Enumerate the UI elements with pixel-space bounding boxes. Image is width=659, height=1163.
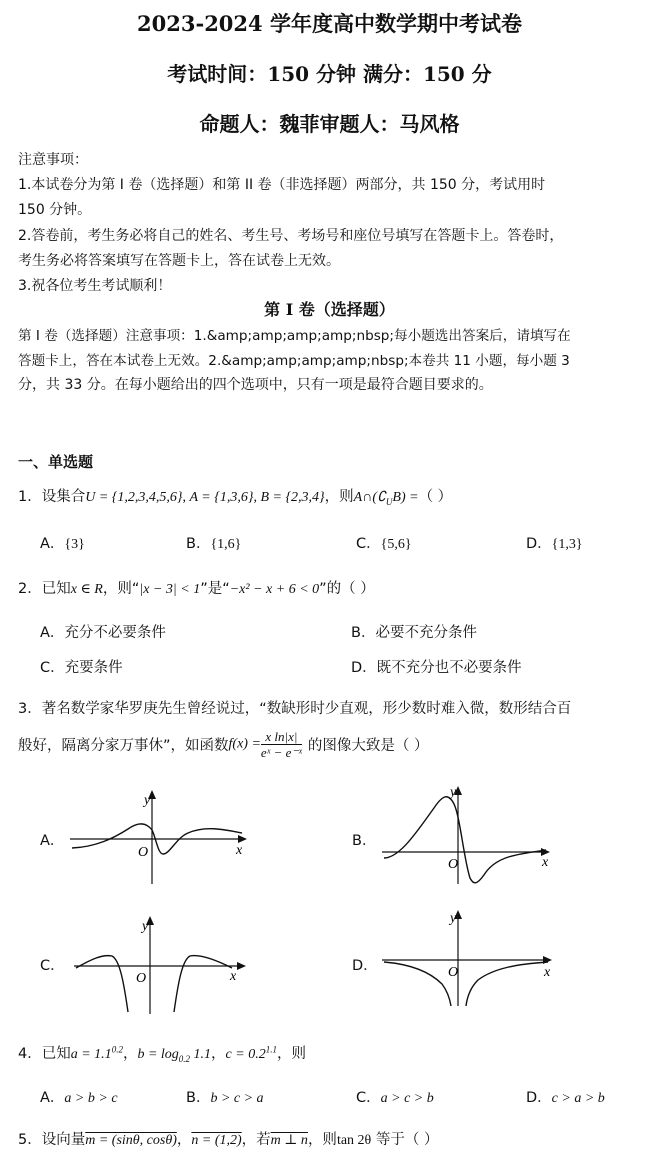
q1-option-a[interactable]: A．{3} xyxy=(40,536,85,552)
q5-vector-m: m = (sinθ, cosθ) xyxy=(85,1133,177,1148)
q3-option-b-label[interactable]: B． xyxy=(352,833,377,849)
q3-c-origin: O xyxy=(136,971,147,986)
notice-heading: 注意事项： xyxy=(18,152,88,168)
exam-authors: 命题人：魏菲审题人：马风格 xyxy=(199,112,460,136)
q4-option-b[interactable]: B．b > c > a xyxy=(186,1090,264,1106)
part1-heading: 第 I 卷（选择题） xyxy=(264,300,395,319)
q4-b: $b = \log_{0.2} 1.1$ xyxy=(137,1047,212,1064)
q1-option-b[interactable]: B．{1,6} xyxy=(186,536,242,552)
q3-graph-d[interactable] xyxy=(378,904,568,1010)
q4-a: $a = 1.1^{0.2}$ xyxy=(70,1044,123,1062)
q2-expr2: −x² − x + 6 < 0 xyxy=(229,582,320,597)
q1-paren: （ ） xyxy=(418,489,453,505)
q3-fraction: $\frac{\text{x ln|x|}}{\text{eˣ − e⁻ˣ}}$ xyxy=(260,729,302,760)
q3-option-a-label[interactable]: A． xyxy=(40,833,65,849)
notice-item2-line1: 2.答卷前，考生务必将自己的姓名、考生号、考场号和座位号填写在答题卡上。答卷时， xyxy=(18,228,564,244)
q3-a-y-label: y xyxy=(144,793,151,808)
q1-option-d[interactable]: D．{1,3} xyxy=(526,536,583,552)
question-2: 2．已知x ∈ R，则“|x − 3| < 1”是“−x² − x + 6 < 0”的（ ） xyxy=(18,581,375,597)
q3-c-y-label: y xyxy=(142,919,149,934)
notice-item1-line1: 1.本试卷分为第 I 卷（选择题）和第 II 卷（非选择题）两部分，共 150 分，考试用时 xyxy=(18,177,546,193)
q1-option-c[interactable]: C．{5,6} xyxy=(356,536,412,552)
q4-c: $c = 0.2^{1.1}$ xyxy=(225,1044,277,1062)
q3-d-origin: O xyxy=(448,965,459,980)
part1-line3: 分，共 33 分。在每小题给出的四个选项中，只有一项是最符合题目要求的。 xyxy=(18,377,493,393)
q1-prefix: 1．设集合 xyxy=(18,489,86,505)
q5-perp: m ⊥ n xyxy=(270,1133,308,1148)
q4-option-a[interactable]: A．a > b > c xyxy=(40,1090,118,1106)
question-1: 1．设集合U = {1,2,3,4,5,6}, A = {1,3,6}, B = {2,3,4}，则$A\cap(∁_UB)$ =（ ） xyxy=(18,489,453,507)
q3-b-x-label: x xyxy=(542,855,549,870)
q3-graph-c[interactable] xyxy=(66,908,256,1018)
q1-set-a: A = {1,3,6} xyxy=(189,490,254,505)
q2-option-a[interactable]: A．充分不必要条件 xyxy=(40,625,166,641)
question-4: 4．已知$a = 1.1^{0.2}$，$b = \log_{0.2} 1.1$，$c = 0.2^{1.1}$，则 xyxy=(18,1044,306,1064)
q4-option-d[interactable]: D．c > a > b xyxy=(526,1090,605,1106)
q1-set-b: B = {2,3,4} xyxy=(260,490,325,505)
q5-vector-n: n = (1,2) xyxy=(191,1133,242,1148)
q3-d-y-label: y xyxy=(450,911,457,926)
section-heading: 一、单选题 xyxy=(18,453,94,471)
question-3-line2: 般好，隔离分家万事休”，如函数f(x) = $\frac{\text{x ln|x|}}{\text{eˣ − e⁻ˣ}}$ 的图像大致是（ ） xyxy=(18,729,429,760)
q3-a-origin: O xyxy=(138,845,149,860)
notice-item2-line2: 考生务必将答案填写在答题卡上，答在试卷上无效。 xyxy=(18,253,340,269)
q1-ask: ，则 xyxy=(324,489,354,505)
question-3-line1: 3．著名数学家华罗庚先生曾经说过，“数缺形时少直观，形少数时难入微，数形结合百 xyxy=(18,701,572,717)
notice-item3: 3.祝各位考生考试顺利！ xyxy=(18,278,172,294)
q3-option-d-label[interactable]: D． xyxy=(352,958,378,974)
question-5: 5．设向量m = (sinθ, cosθ)，n = (1,2)，若m ⊥ n，则tan 2θ 等于（ ） xyxy=(18,1132,439,1148)
q4-option-c[interactable]: C．a > c > b xyxy=(356,1090,434,1106)
q2-option-b[interactable]: B．必要不充分条件 xyxy=(351,625,477,641)
exam-subtitle: 考试时间：150 分钟 满分：150 分 xyxy=(167,62,492,86)
exam-title: 2023-2024 学年度高中数学期中考试卷 xyxy=(137,11,522,36)
q2-option-c[interactable]: C．充要条件 xyxy=(40,660,123,676)
q2-option-d[interactable]: D．既不充分也不必要条件 xyxy=(351,660,522,676)
q3-b-y-label: y xyxy=(450,785,457,800)
q3-c-x-label: x xyxy=(230,969,237,984)
q3-option-c-label[interactable]: C． xyxy=(40,958,65,974)
q3-a-x-label: x xyxy=(236,843,243,858)
part1-line1: 第 I 卷（选择题）注意事项：1.&amp;amp;amp;amp;nbsp;每小题选出答案后，请填写在 xyxy=(18,328,571,344)
q2-cond: x ∈ R xyxy=(70,582,103,597)
notice-item1-line2: 150 分钟。 xyxy=(18,202,92,218)
q3-graph-a[interactable] xyxy=(66,784,256,888)
q1-set-u: U = {1,2,3,4,5,6} xyxy=(85,490,183,505)
q3-b-origin: O xyxy=(448,857,459,872)
part1-line2: 答题卡上，答在本试卷上无效。2.&amp;amp;amp;amp;nbsp;本卷共 11 小题，每小题 3 xyxy=(18,353,570,369)
q2-expr1: |x − 3| < 1 xyxy=(139,582,201,597)
q1-expr: $A\cap(∁_UB)$ = xyxy=(353,490,419,507)
q3-graph-b[interactable] xyxy=(378,780,558,890)
q3-d-x-label: x xyxy=(544,965,551,980)
q5-tan: tan 2θ xyxy=(336,1133,372,1148)
